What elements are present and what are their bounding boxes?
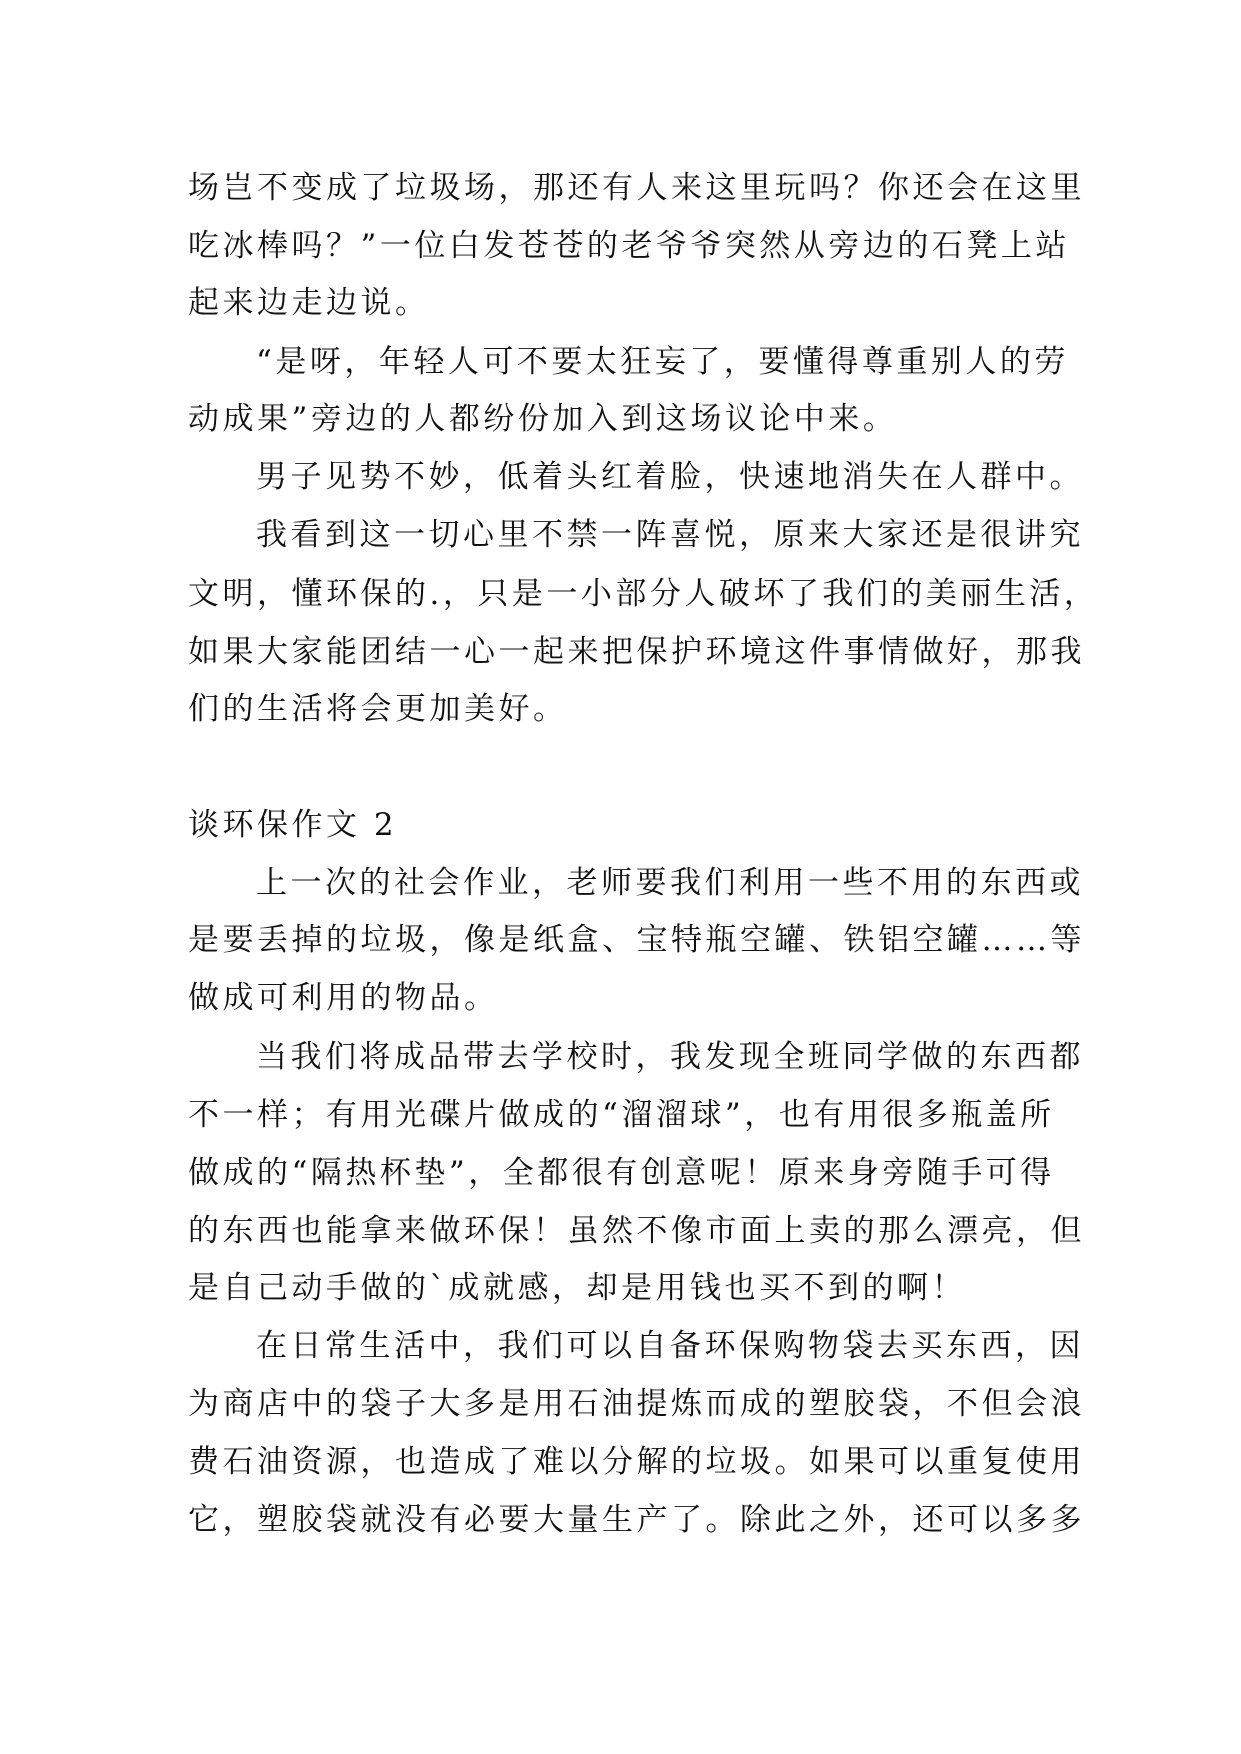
paragraph-line: 上一次的社会作业，老师要我们利用一些不用的东西或 <box>256 865 1084 901</box>
paragraph-line: 吃冰棒吗？”一位白发苍苍的老爷爷突然从旁边的石凳上站 <box>188 228 1070 264</box>
paragraph-line: “是呀，年轻人可不要太狂妄了，要懂得尊重别人的劳 <box>256 344 1069 380</box>
paragraph-line: 们的生活将会更加美好。 <box>188 691 568 727</box>
paragraph-line: 当我们将成品带去学校时，我发现全班同学做的东西都 <box>256 1039 1084 1075</box>
paragraph-line: 做成可利用的物品。 <box>188 980 499 1016</box>
paragraph-line: 不一样；有用光碟片做成的“溜溜球”，也有用很多瓶盖所 <box>188 1097 1055 1133</box>
paragraph-line: 是自己动手做的`成就感，却是用钱也买不到的啊！ <box>188 1270 966 1306</box>
paragraph-line: 如果大家能团结一心一起来把保护环境这件事情做好，那我 <box>188 634 1085 670</box>
paragraph-line: 做成的“隔热杯垫”，全都很有创意呢！原来身旁随手可得 <box>188 1155 1055 1191</box>
paragraph-line: 起来边走边说。 <box>188 285 430 321</box>
paragraph-line: 是要丢掉的垃圾，像是纸盒、宝特瓶空罐、铁铝空罐……等 <box>188 922 1085 958</box>
paragraph-line: 动成果”旁边的人都纷份加入到这场议论中来。 <box>188 401 898 437</box>
section-title: 谈环保作文 2 <box>188 807 398 843</box>
paragraph-line: 文明，懂环保的.，只是一小部分人破坏了我们的美丽生活， <box>188 576 1099 612</box>
paragraph-line: 场岂不变成了垃圾场，那还有人来这里玩吗？你还会在这里 <box>188 170 1085 206</box>
paragraph-line: 为商店中的袋子大多是用石油提炼而成的塑胶袋，不但会浪 <box>188 1386 1085 1422</box>
paragraph-line: 在日常生活中，我们可以自备环保购物袋去买东西，因 <box>256 1328 1084 1364</box>
paragraph-line: 我看到这一切心里不禁一阵喜悦，原来大家还是很讲究 <box>256 517 1084 553</box>
paragraph-line: 的东西也能拿来做环保！虽然不像市面上卖的那么漂亮，但 <box>188 1213 1085 1249</box>
paragraph-line: 男子见势不妙，低着头红着脸，快速地消失在人群中。 <box>256 459 1084 495</box>
paragraph-line: 费石油资源，也造成了难以分解的垃圾。如果可以重复使用 <box>188 1444 1085 1480</box>
paragraph-line: 它，塑胶袋就没有必要大量生产了。除此之外，还可以多多 <box>188 1502 1085 1538</box>
